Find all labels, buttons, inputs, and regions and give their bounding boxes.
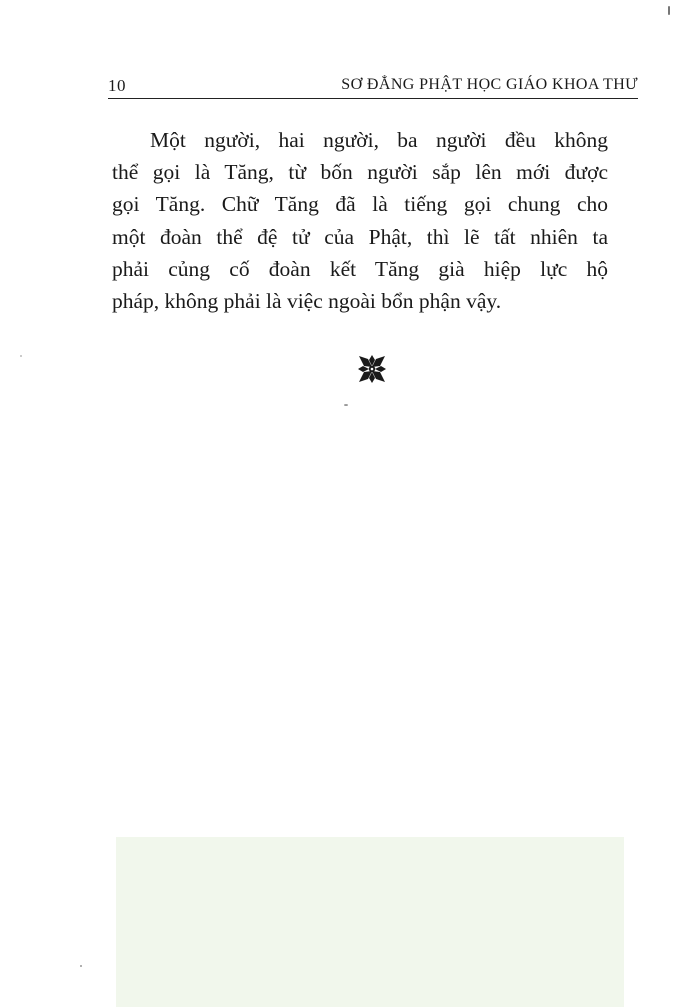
running-title: SƠ ĐẲNG PHẬT HỌC GIÁO KHOA THƯ	[341, 76, 638, 93]
body-paragraph	[112, 124, 608, 317]
page-number: 10	[108, 76, 126, 95]
page-header	[108, 74, 638, 99]
scan-speck	[344, 404, 348, 406]
scan-speck	[20, 355, 22, 357]
paragraph-line: một đoàn thể đệ tử của Phật, thì lẽ tất nhiên ta	[112, 224, 608, 249]
scan-mark	[668, 6, 670, 15]
paragraph-line: Một người, hai người, ba người đều không	[150, 128, 608, 152]
flower-ornament-icon	[357, 354, 387, 384]
scan-speck	[80, 965, 82, 967]
paragraph-line: phải củng cố đoàn kết Tăng già hiệp lực hộ	[112, 256, 608, 281]
paragraph-line: gọi Tăng. Chữ Tăng đã là tiếng gọi chung cho	[112, 192, 608, 217]
paragraph-line: thể gọi là Tăng, từ bốn người sắp lên mới được	[112, 160, 608, 185]
footer-tint-box	[116, 837, 624, 1007]
paragraph-line: pháp, không phải là việc ngoài bổn phận vậy.	[112, 289, 502, 314]
